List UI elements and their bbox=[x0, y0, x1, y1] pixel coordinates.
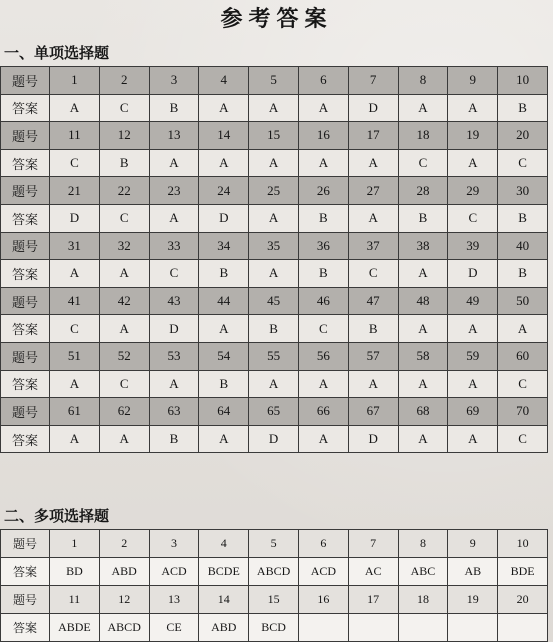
question-number-cell: 35 bbox=[249, 232, 299, 260]
answer-cell: A bbox=[50, 370, 100, 398]
question-number-cell: 37 bbox=[348, 232, 398, 260]
answer-cell: AB bbox=[448, 558, 498, 586]
question-number-cell: 15 bbox=[249, 122, 299, 150]
question-number-cell: 43 bbox=[149, 287, 199, 315]
question-number-cell: 66 bbox=[298, 398, 348, 426]
answer-cell bbox=[448, 614, 498, 642]
question-number-row bbox=[1, 232, 548, 260]
answer-cell: A bbox=[199, 149, 249, 177]
answer-cell: BDE bbox=[498, 558, 548, 586]
answer-cell: A bbox=[50, 260, 100, 288]
answer-cell: ABCD bbox=[99, 614, 149, 642]
question-number-cell: 33 bbox=[149, 232, 199, 260]
question-number-cell: 15 bbox=[249, 586, 299, 614]
answer-cell: C bbox=[448, 204, 498, 232]
answer-row bbox=[1, 370, 548, 398]
question-number-cell: 6 bbox=[298, 67, 348, 95]
question-number-cell: 64 bbox=[199, 398, 249, 426]
question-number-cell: 8 bbox=[398, 530, 448, 558]
answer-cell: A bbox=[199, 425, 249, 453]
question-number-cell: 17 bbox=[348, 122, 398, 150]
question-number-cell: 30 bbox=[498, 177, 548, 205]
answer-cell: B bbox=[149, 94, 199, 122]
question-number-cell: 26 bbox=[298, 177, 348, 205]
question-number-cell: 1 bbox=[50, 530, 100, 558]
answer-cell: ABDE bbox=[50, 614, 100, 642]
answer-cell: ACD bbox=[149, 558, 199, 586]
answer-cell: A bbox=[398, 425, 448, 453]
answer-row bbox=[1, 558, 548, 586]
question-number-row bbox=[1, 67, 548, 95]
answer-cell: B bbox=[149, 425, 199, 453]
question-number-cell: 22 bbox=[99, 177, 149, 205]
question-number-cell: 51 bbox=[50, 342, 100, 370]
question-number-cell: 19 bbox=[448, 122, 498, 150]
answer-label-cell: 答案 bbox=[1, 315, 50, 343]
question-number-cell: 11 bbox=[50, 586, 100, 614]
answer-cell: A bbox=[249, 94, 299, 122]
question-number-row bbox=[1, 398, 548, 426]
question-number-cell: 29 bbox=[448, 177, 498, 205]
question-label-cell: 题号 bbox=[1, 530, 50, 558]
answer-cell bbox=[498, 614, 548, 642]
question-number-cell: 27 bbox=[348, 177, 398, 205]
answer-cell: B bbox=[498, 94, 548, 122]
question-number-cell: 55 bbox=[249, 342, 299, 370]
multiple-choice-section-title: 二、多项选择题 bbox=[4, 507, 110, 525]
answer-cell: A bbox=[199, 315, 249, 343]
answer-cell: D bbox=[199, 204, 249, 232]
question-number-cell: 10 bbox=[498, 530, 548, 558]
answer-row bbox=[1, 149, 548, 177]
answer-cell: A bbox=[298, 94, 348, 122]
answer-label-cell: 答案 bbox=[1, 149, 50, 177]
question-number-row bbox=[1, 122, 548, 150]
answer-cell: B bbox=[348, 315, 398, 343]
answer-cell: CE bbox=[149, 614, 199, 642]
question-number-cell: 13 bbox=[149, 586, 199, 614]
answer-cell: C bbox=[50, 315, 100, 343]
answer-cell: A bbox=[398, 260, 448, 288]
question-number-cell: 56 bbox=[298, 342, 348, 370]
answer-row bbox=[1, 204, 548, 232]
question-number-cell: 1 bbox=[50, 67, 100, 95]
question-number-cell: 18 bbox=[398, 586, 448, 614]
question-number-cell: 20 bbox=[498, 122, 548, 150]
question-number-cell: 21 bbox=[50, 177, 100, 205]
question-label-cell: 题号 bbox=[1, 67, 50, 95]
question-number-cell: 65 bbox=[249, 398, 299, 426]
answer-cell: ACD bbox=[298, 558, 348, 586]
question-number-cell: 6 bbox=[298, 530, 348, 558]
answer-cell: D bbox=[348, 425, 398, 453]
answer-row bbox=[1, 425, 548, 453]
question-number-cell: 70 bbox=[498, 398, 548, 426]
answer-cell: BCDE bbox=[199, 558, 249, 586]
answer-row bbox=[1, 614, 548, 642]
question-number-cell: 14 bbox=[199, 122, 249, 150]
question-number-cell: 42 bbox=[99, 287, 149, 315]
answer-cell: B bbox=[298, 260, 348, 288]
answer-cell bbox=[398, 614, 448, 642]
page-title: 参考答案 bbox=[220, 6, 333, 32]
answer-cell: A bbox=[99, 260, 149, 288]
question-number-cell: 24 bbox=[199, 177, 249, 205]
question-number-cell: 5 bbox=[249, 67, 299, 95]
answer-cell: C bbox=[498, 425, 548, 453]
question-number-cell: 20 bbox=[498, 586, 548, 614]
answer-cell: C bbox=[398, 149, 448, 177]
answer-cell: B bbox=[298, 204, 348, 232]
question-number-cell: 12 bbox=[99, 586, 149, 614]
answer-row bbox=[1, 260, 548, 288]
question-number-cell: 36 bbox=[298, 232, 348, 260]
question-number-cell: 3 bbox=[149, 67, 199, 95]
question-number-row bbox=[1, 177, 548, 205]
answer-cell: A bbox=[448, 94, 498, 122]
question-number-cell: 61 bbox=[50, 398, 100, 426]
answer-cell: BD bbox=[50, 558, 100, 586]
answer-cell: A bbox=[348, 149, 398, 177]
question-number-cell: 2 bbox=[99, 530, 149, 558]
answer-row bbox=[1, 94, 548, 122]
question-number-cell: 63 bbox=[149, 398, 199, 426]
answer-label-cell: 答案 bbox=[1, 558, 50, 586]
answer-cell: D bbox=[149, 315, 199, 343]
question-number-cell: 16 bbox=[298, 122, 348, 150]
answer-cell: A bbox=[99, 425, 149, 453]
answer-cell: C bbox=[498, 149, 548, 177]
answer-cell: A bbox=[99, 315, 149, 343]
question-number-cell: 9 bbox=[448, 67, 498, 95]
question-number-cell: 12 bbox=[99, 122, 149, 150]
answer-cell: A bbox=[249, 149, 299, 177]
answer-cell: A bbox=[298, 149, 348, 177]
answer-cell: A bbox=[448, 315, 498, 343]
question-number-cell: 2 bbox=[99, 67, 149, 95]
question-number-cell: 18 bbox=[398, 122, 448, 150]
question-label-cell: 题号 bbox=[1, 342, 50, 370]
question-number-cell: 32 bbox=[99, 232, 149, 260]
answer-cell: A bbox=[398, 370, 448, 398]
question-number-cell: 47 bbox=[348, 287, 398, 315]
question-number-cell: 54 bbox=[199, 342, 249, 370]
answer-cell: A bbox=[398, 315, 448, 343]
question-number-cell: 62 bbox=[99, 398, 149, 426]
answer-cell: C bbox=[50, 149, 100, 177]
answer-cell bbox=[348, 614, 398, 642]
answer-cell: B bbox=[498, 260, 548, 288]
answer-cell: A bbox=[249, 370, 299, 398]
question-number-cell: 4 bbox=[199, 67, 249, 95]
answer-label-cell: 答案 bbox=[1, 370, 50, 398]
answer-cell: A bbox=[149, 370, 199, 398]
question-number-cell: 4 bbox=[199, 530, 249, 558]
question-number-row bbox=[1, 287, 548, 315]
question-number-cell: 40 bbox=[498, 232, 548, 260]
question-number-cell: 28 bbox=[398, 177, 448, 205]
answer-cell: A bbox=[448, 370, 498, 398]
answer-cell: A bbox=[348, 370, 398, 398]
question-number-cell: 13 bbox=[149, 122, 199, 150]
question-number-cell: 46 bbox=[298, 287, 348, 315]
answer-cell: C bbox=[298, 315, 348, 343]
question-number-cell: 25 bbox=[249, 177, 299, 205]
question-number-cell: 50 bbox=[498, 287, 548, 315]
answer-cell: C bbox=[99, 370, 149, 398]
answer-cell: A bbox=[199, 94, 249, 122]
question-number-cell: 58 bbox=[398, 342, 448, 370]
question-number-cell: 52 bbox=[99, 342, 149, 370]
question-number-cell: 49 bbox=[448, 287, 498, 315]
question-number-cell: 44 bbox=[199, 287, 249, 315]
question-number-cell: 53 bbox=[149, 342, 199, 370]
answer-cell: D bbox=[249, 425, 299, 453]
question-number-cell: 67 bbox=[348, 398, 398, 426]
answer-label-cell: 答案 bbox=[1, 614, 50, 642]
answer-label-cell: 答案 bbox=[1, 204, 50, 232]
answer-cell: ABCD bbox=[249, 558, 299, 586]
answer-cell: B bbox=[498, 204, 548, 232]
question-number-cell: 17 bbox=[348, 586, 398, 614]
question-number-cell: 23 bbox=[149, 177, 199, 205]
question-label-cell: 题号 bbox=[1, 122, 50, 150]
question-number-row bbox=[1, 530, 548, 558]
question-number-cell: 8 bbox=[398, 67, 448, 95]
question-number-cell: 39 bbox=[448, 232, 498, 260]
answer-label-cell: 答案 bbox=[1, 94, 50, 122]
answer-cell: BCD bbox=[249, 614, 299, 642]
question-number-cell: 45 bbox=[249, 287, 299, 315]
answer-cell: C bbox=[99, 94, 149, 122]
question-number-cell: 11 bbox=[50, 122, 100, 150]
answer-cell: B bbox=[199, 260, 249, 288]
answer-cell bbox=[298, 614, 348, 642]
answer-cell: B bbox=[199, 370, 249, 398]
question-number-row bbox=[1, 586, 548, 614]
answer-cell: A bbox=[149, 204, 199, 232]
answer-cell: AC bbox=[348, 558, 398, 586]
answer-cell: B bbox=[249, 315, 299, 343]
question-number-cell: 31 bbox=[50, 232, 100, 260]
answer-cell: B bbox=[99, 149, 149, 177]
question-number-cell: 34 bbox=[199, 232, 249, 260]
answer-cell: A bbox=[398, 94, 448, 122]
answer-cell: D bbox=[348, 94, 398, 122]
answer-cell: ABC bbox=[398, 558, 448, 586]
single-choice-answer-table bbox=[0, 66, 548, 453]
question-number-cell: 48 bbox=[398, 287, 448, 315]
question-label-cell: 题号 bbox=[1, 398, 50, 426]
answer-cell: B bbox=[398, 204, 448, 232]
answer-cell: A bbox=[498, 315, 548, 343]
answer-cell: D bbox=[50, 204, 100, 232]
question-label-cell: 题号 bbox=[1, 232, 50, 260]
question-number-cell: 16 bbox=[298, 586, 348, 614]
question-number-cell: 41 bbox=[50, 287, 100, 315]
answer-row bbox=[1, 315, 548, 343]
answer-cell: A bbox=[448, 425, 498, 453]
answer-cell: A bbox=[149, 149, 199, 177]
answer-label-cell: 答案 bbox=[1, 425, 50, 453]
question-number-cell: 38 bbox=[398, 232, 448, 260]
answer-cell: A bbox=[249, 204, 299, 232]
answer-cell: C bbox=[498, 370, 548, 398]
answer-cell: A bbox=[348, 204, 398, 232]
question-number-cell: 68 bbox=[398, 398, 448, 426]
answer-cell: ABD bbox=[199, 614, 249, 642]
answer-cell: A bbox=[298, 370, 348, 398]
multiple-choice-answer-table bbox=[0, 529, 548, 642]
question-number-cell: 5 bbox=[249, 530, 299, 558]
question-label-cell: 题号 bbox=[1, 177, 50, 205]
answer-cell: C bbox=[348, 260, 398, 288]
question-number-cell: 60 bbox=[498, 342, 548, 370]
question-number-row bbox=[1, 342, 548, 370]
answer-cell: D bbox=[448, 260, 498, 288]
question-number-cell: 59 bbox=[448, 342, 498, 370]
answer-cell: C bbox=[99, 204, 149, 232]
question-number-cell: 3 bbox=[149, 530, 199, 558]
question-number-cell: 7 bbox=[348, 67, 398, 95]
answer-cell: C bbox=[149, 260, 199, 288]
question-label-cell: 题号 bbox=[1, 586, 50, 614]
answer-label-cell: 答案 bbox=[1, 260, 50, 288]
answer-cell: A bbox=[448, 149, 498, 177]
answer-cell: ABD bbox=[99, 558, 149, 586]
question-label-cell: 题号 bbox=[1, 287, 50, 315]
question-number-cell: 9 bbox=[448, 530, 498, 558]
question-number-cell: 7 bbox=[348, 530, 398, 558]
single-choice-section-title: 一、单项选择题 bbox=[4, 44, 110, 62]
question-number-cell: 10 bbox=[498, 67, 548, 95]
answer-cell: A bbox=[50, 94, 100, 122]
answer-cell: A bbox=[249, 260, 299, 288]
answer-cell: A bbox=[298, 425, 348, 453]
question-number-cell: 57 bbox=[348, 342, 398, 370]
question-number-cell: 69 bbox=[448, 398, 498, 426]
answer-cell: A bbox=[50, 425, 100, 453]
question-number-cell: 14 bbox=[199, 586, 249, 614]
question-number-cell: 19 bbox=[448, 586, 498, 614]
